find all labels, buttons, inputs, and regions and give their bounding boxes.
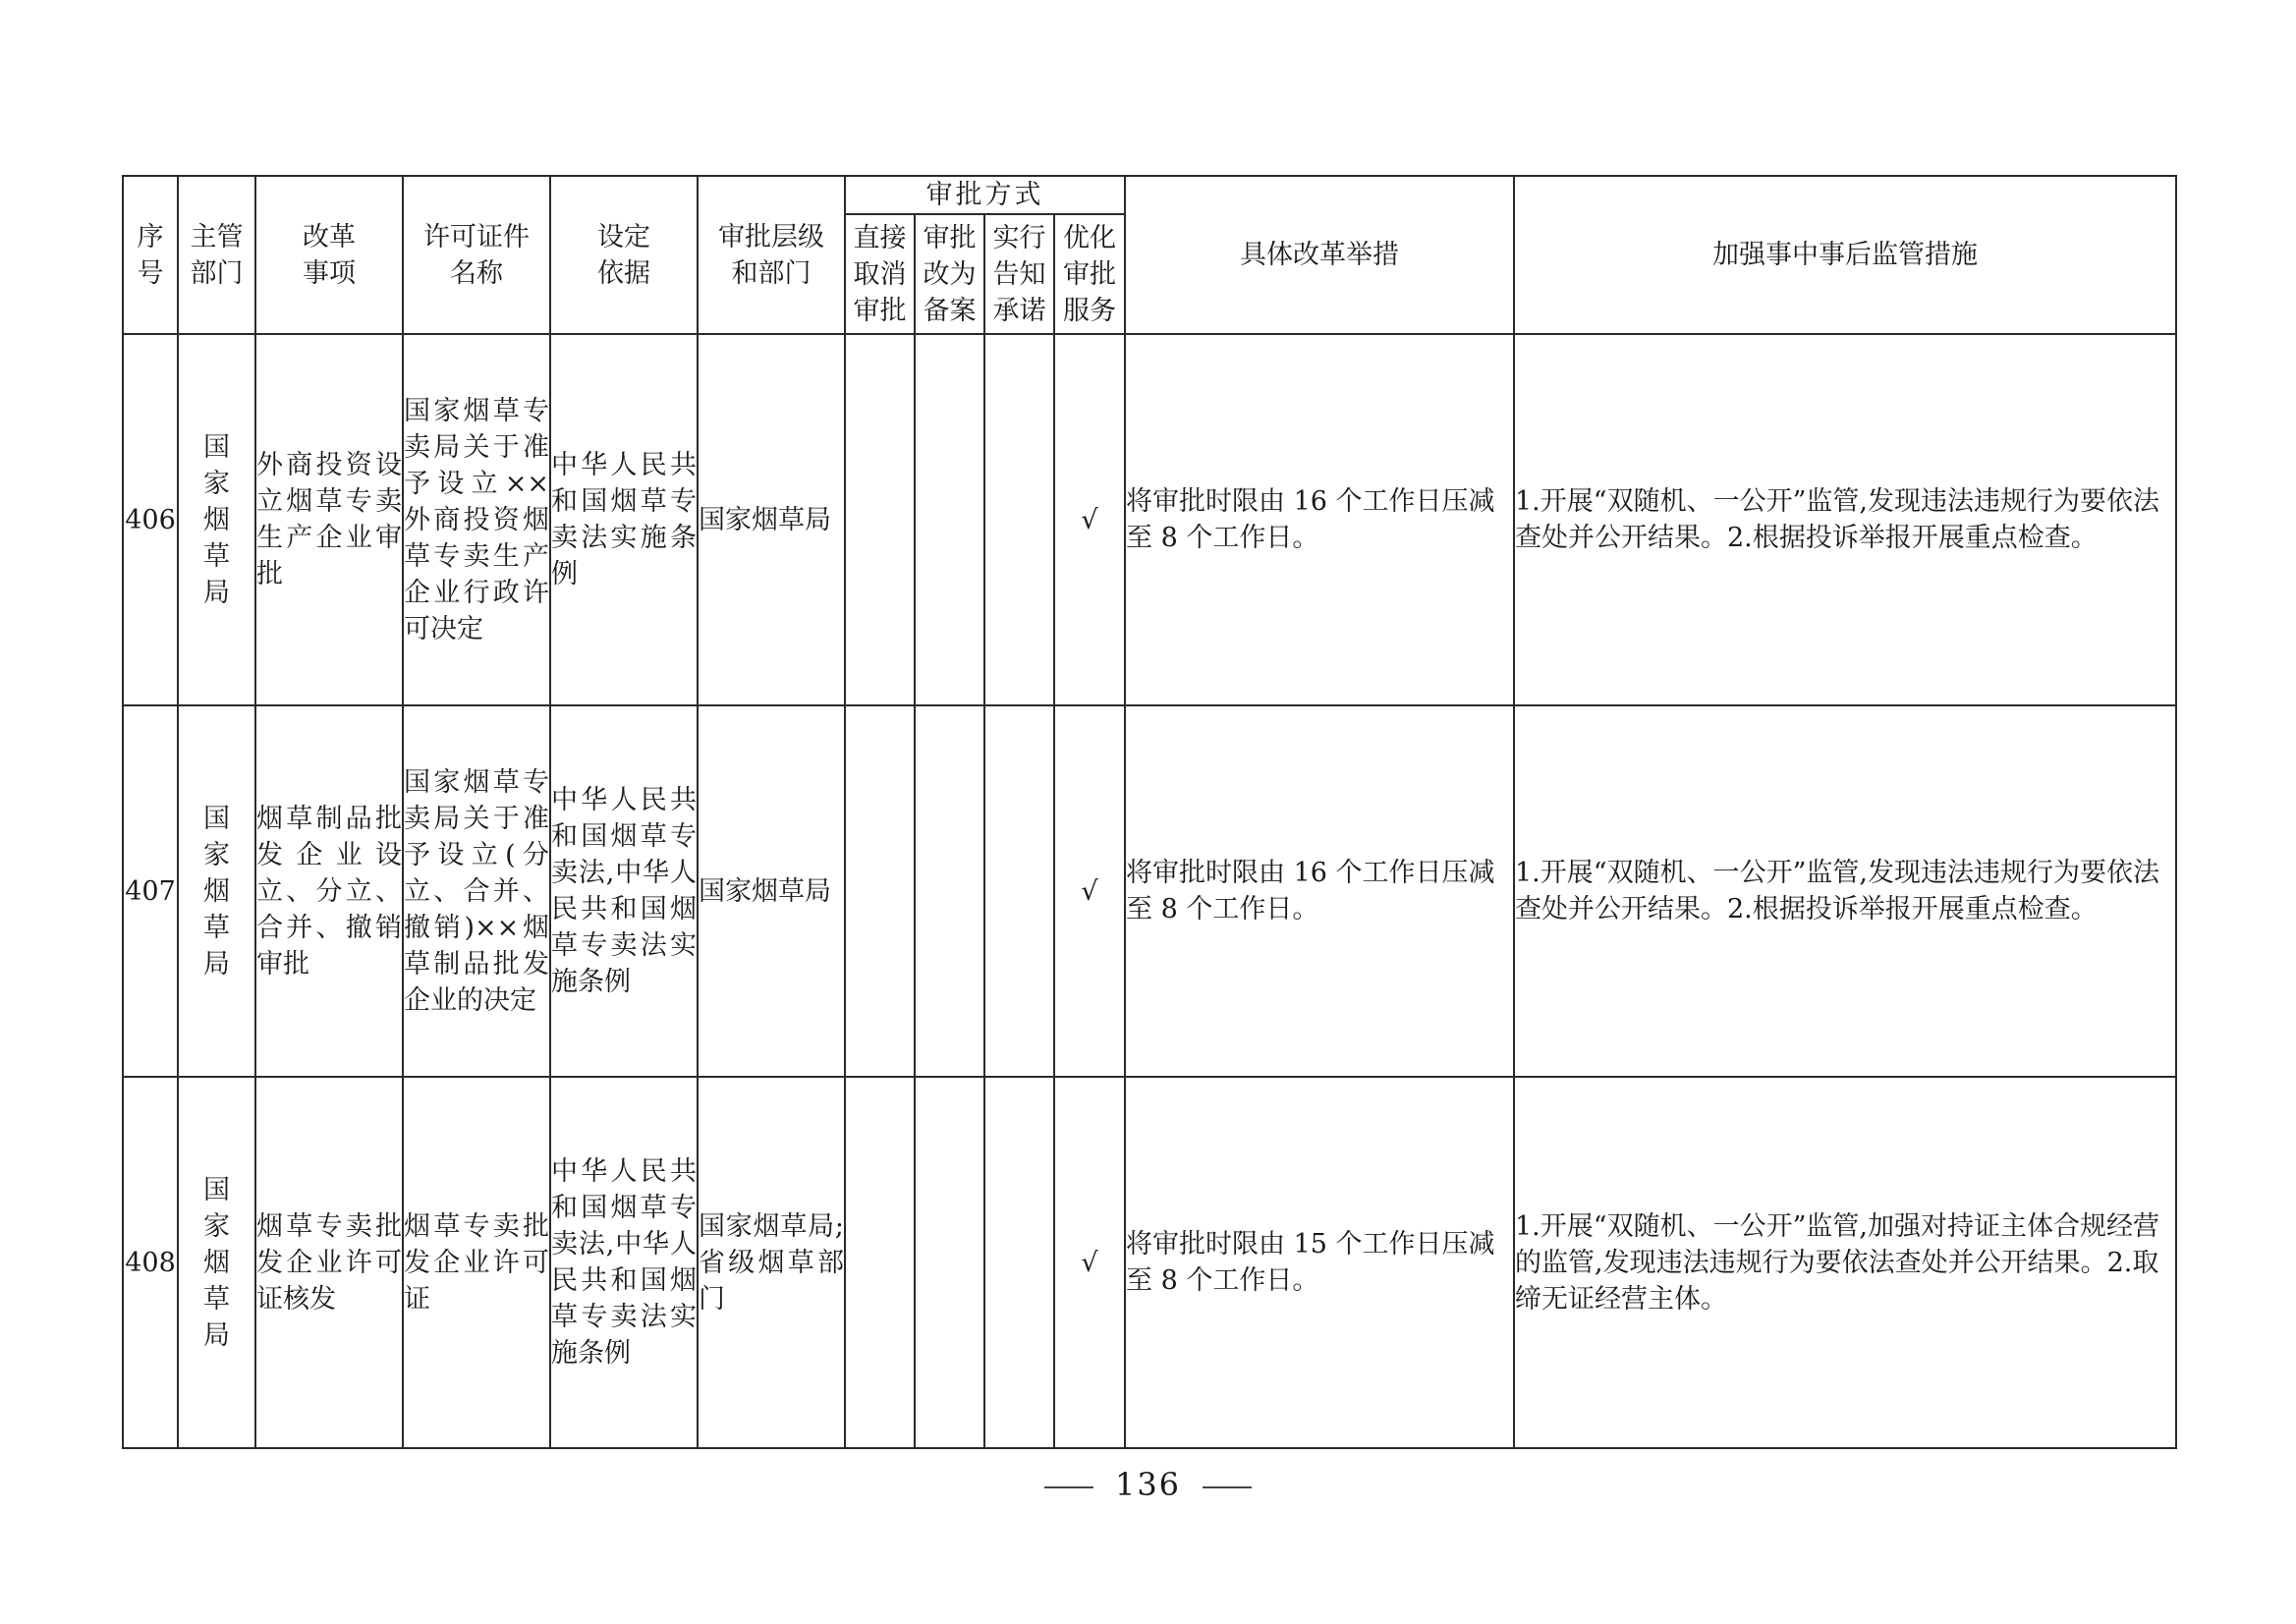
- row-optimize-mark: √: [1054, 334, 1125, 705]
- row-record-mark: [915, 334, 984, 705]
- row-license: 烟草专卖批发企业许可证: [403, 1077, 550, 1448]
- col-header-method-optimize: 优化审批服务: [1054, 214, 1125, 334]
- page-number-value: 136: [1114, 1466, 1182, 1503]
- col-header-license: 许可证件名称: [403, 176, 550, 334]
- row-supervision: 1.开展“双随机、一公开”监管,发现违法违规行为要依法查处并公开结果。2.根据投诉举报开展重点检查。: [1514, 705, 2176, 1077]
- row-record-mark: [915, 1077, 984, 1448]
- col-header-measures: 具体改革举措: [1125, 176, 1514, 334]
- col-header-supervision: 加强事中事后监管措施: [1514, 176, 2176, 334]
- row-supervision: 1.开展“双随机、一公开”监管,发现违法违规行为要依法查处并公开结果。2.根据投诉举报开展重点检查。: [1514, 334, 2176, 705]
- row-supervision: 1.开展“双随机、一公开”监管,加强对持证主体合规经营的监管,发现违法违规行为要依法查处并公开结果。2.取缔无证经营主体。: [1514, 1077, 2176, 1448]
- row-seq: 408: [123, 1077, 178, 1448]
- header-row-top: [123, 176, 2176, 214]
- row-measures: 将审批时限由 15 个工作日压减至 8 个工作日。: [1125, 1077, 1514, 1448]
- row-basis: 中华人民共和国烟草专卖法,中华人民共和国烟草专卖法实施条例: [550, 705, 698, 1077]
- row-license: 国家烟草专卖局关于准予设立(分立、合并、撤销)××烟草制品批发企业的决定: [403, 705, 550, 1077]
- row-seq: 407: [123, 705, 178, 1077]
- col-header-method-group: 审批方式: [845, 176, 1125, 214]
- col-header-item: 改革事项: [255, 176, 403, 334]
- row-dept: 国家烟草局: [178, 1077, 255, 1448]
- row-level: 国家烟草局: [698, 705, 845, 1077]
- row-item: 外商投资设立烟草专卖生产企业审批: [255, 334, 403, 705]
- col-header-method-record: 审批改为备案: [915, 214, 984, 334]
- row-cancel-mark: [845, 1077, 915, 1448]
- page-number-dash-left: [1044, 1486, 1093, 1488]
- row-dept: 国家烟草局: [178, 334, 255, 705]
- row-seq: 406: [123, 334, 178, 705]
- row-notify-mark: [984, 334, 1054, 705]
- row-notify-mark: [984, 1077, 1054, 1448]
- row-level: 国家烟草局;省级烟草部门: [698, 1077, 845, 1448]
- table-row: [123, 334, 2176, 705]
- row-notify-mark: [984, 705, 1054, 1077]
- table-row: [123, 705, 2176, 1077]
- col-header-method-cancel: 直接取消审批: [845, 214, 915, 334]
- col-header-dept: 主管部门: [178, 176, 255, 334]
- approval-reform-table: [122, 175, 2177, 1449]
- row-optimize-mark: √: [1054, 1077, 1125, 1448]
- row-record-mark: [915, 705, 984, 1077]
- col-header-basis: 设定依据: [550, 176, 698, 334]
- row-license: 国家烟草专卖局关于准予设立××外商投资烟草专卖生产企业行政许可决定: [403, 334, 550, 705]
- row-cancel-mark: [845, 334, 915, 705]
- page-number-dash-right: [1203, 1486, 1252, 1488]
- row-item: 烟草制品批发企业设立、分立、合并、撤销审批: [255, 705, 403, 1077]
- col-header-method-notify: 实行告知承诺: [984, 214, 1054, 334]
- row-measures: 将审批时限由 16 个工作日压减至 8 个工作日。: [1125, 334, 1514, 705]
- col-header-seq: 序号: [123, 176, 178, 334]
- row-measures: 将审批时限由 16 个工作日压减至 8 个工作日。: [1125, 705, 1514, 1077]
- row-item: 烟草专卖批发企业许可证核发: [255, 1077, 403, 1448]
- row-level: 国家烟草局: [698, 334, 845, 705]
- row-cancel-mark: [845, 705, 915, 1077]
- row-basis: 中华人民共和国烟草专卖法,中华人民共和国烟草专卖法实施条例: [550, 1077, 698, 1448]
- col-header-level: 审批层级和部门: [698, 176, 845, 334]
- row-basis: 中华人民共和国烟草专卖法实施条例: [550, 334, 698, 705]
- page-number: [0, 1466, 2296, 1503]
- table-row: [123, 1077, 2176, 1448]
- row-dept: 国家烟草局: [178, 705, 255, 1077]
- row-optimize-mark: √: [1054, 705, 1125, 1077]
